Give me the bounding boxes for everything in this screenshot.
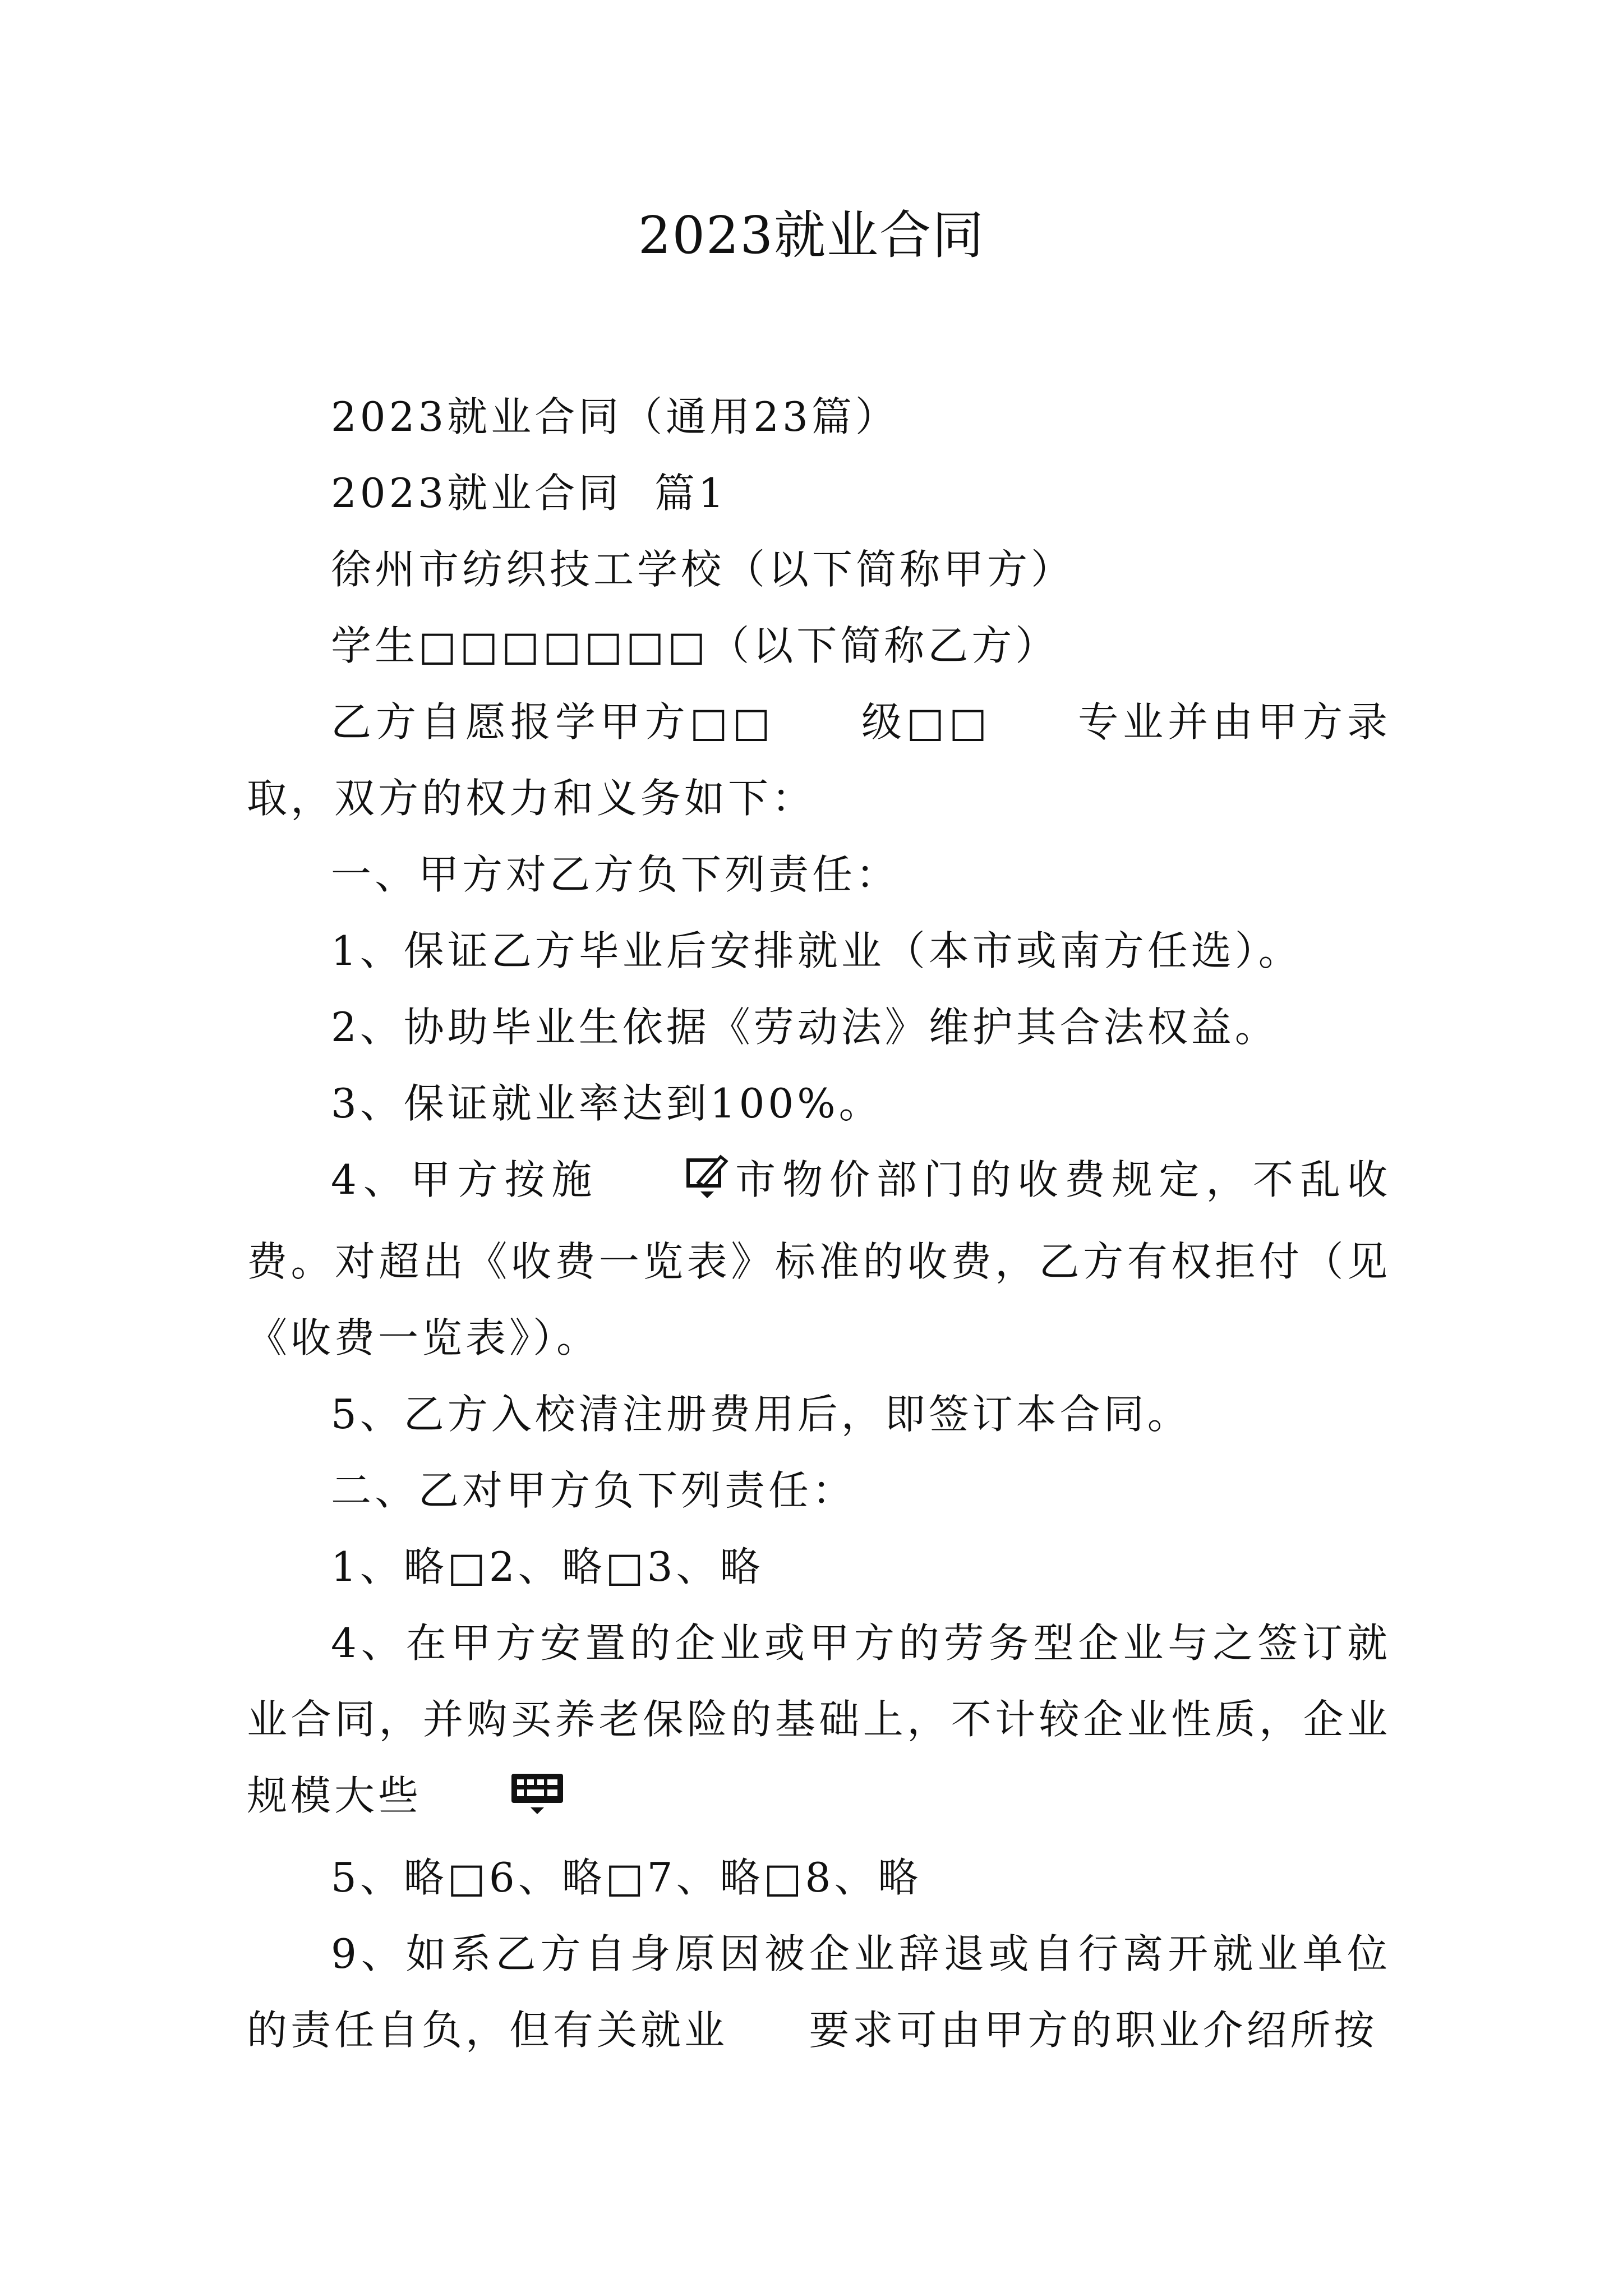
duty-4-part-2: 市物价部门的收费规定，不乱收费。对超出《收费一览表》标准的收费，乙方有权拒付（见《收费一览表》）。 [247, 1156, 1391, 1361]
paragraph-b-duty-1-3: 1、略□2、略□3、略 [331, 1543, 764, 1590]
paragraph-duty-2: 2、协助毕业生依据《劳动法》维护其合法权益。 [331, 1004, 1279, 1051]
paragraph-duty-4 [247, 1142, 1391, 1376]
b-duty-4-text: 4、在甲方安置的企业或甲方的劳务型企业与之签订就业合同，并购买养老保险的基础上，不计较企业性质，企业规模大些 [247, 1619, 1391, 1819]
paragraph-subtitle: 2023就业合同（通用23篇） [331, 393, 899, 440]
paragraph-b-duty-4 [247, 1605, 1391, 1839]
paragraph-duty-3: 3、保证就业率达到100%。 [331, 1080, 883, 1127]
paragraph-duty-5: 5、乙方入校清注册费用后，即签订本合同。 [331, 1391, 1191, 1438]
paragraph-enrollment: 乙方自愿报学甲方□□ 级□□ 专业并由甲方录取，双方的权力和义务如下： [247, 698, 1391, 822]
document-body [247, 379, 1391, 2068]
paragraph-party-b-duties-heading: 二、乙对甲方负下列责任： [331, 1467, 856, 1514]
paragraph-b-duty-9: 9、如系乙方自身原因被企业辞退或自行离开就业单位的责任自负，但有关就业 要求可由甲方的职业介绍所按 [247, 1930, 1391, 2054]
paragraph-b-duty-5-8: 5、略□6、略□7、略□8、略 [331, 1854, 922, 1901]
paragraph-section-heading: 2023就业合同 篇1 [331, 470, 727, 517]
edit-comment-icon[interactable] [602, 1147, 728, 1223]
paragraph-duty-1: 1、保证乙方毕业后安排就业（本市或南方任选）。 [331, 927, 1302, 974]
document-title: 2023就业合同 [638, 205, 985, 265]
keyboard-comment-icon[interactable] [425, 1763, 565, 1839]
paragraph-party-a-duties-heading: 一、甲方对乙方负下列责任： [331, 851, 900, 898]
paragraph-party-a: 徐州市纺织技工学校（以下简称甲方） [331, 546, 1075, 593]
paragraph-party-b: 学生□□□□□□□（以下简称乙方） [331, 622, 1059, 669]
duty-4-part-1: 4、甲方按施 [331, 1156, 599, 1203]
